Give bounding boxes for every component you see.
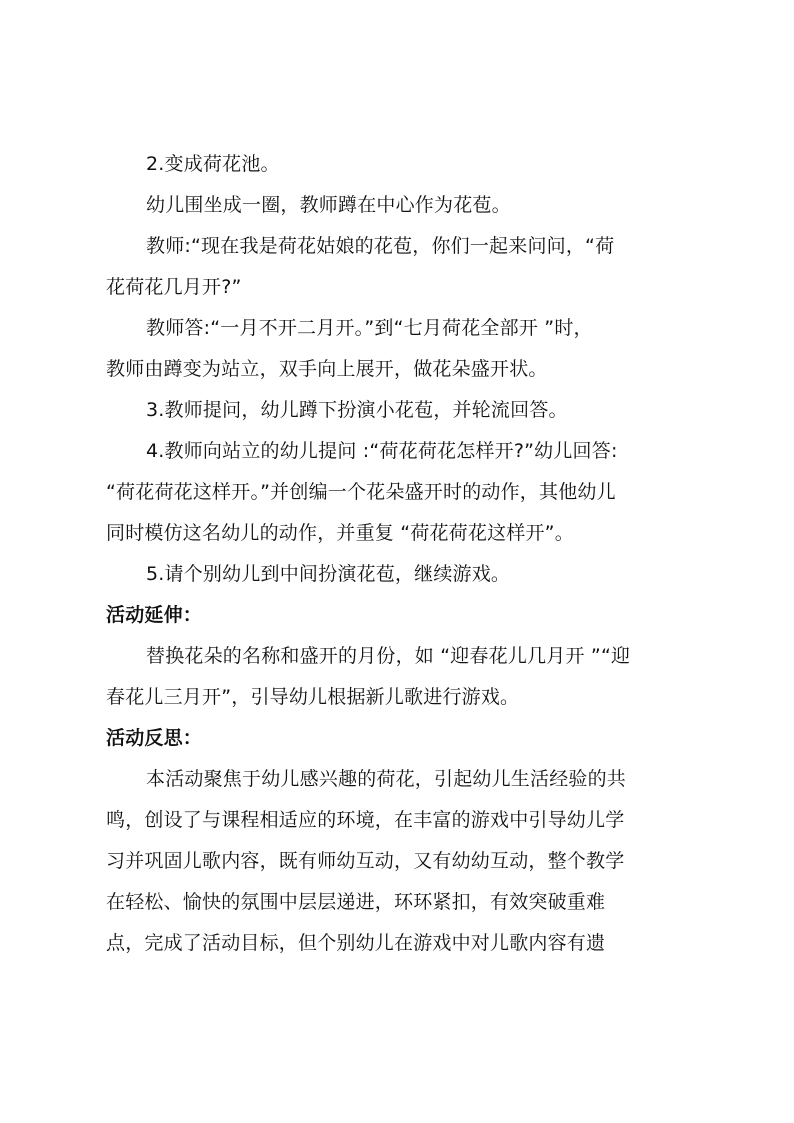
- paragraph-line: 春花儿三月开”，引导幼儿根据新儿歌进行游戏。: [106, 686, 520, 708]
- paragraph-line: 本活动聚焦于幼儿感兴趣的荷花，引起幼儿生活经验的共: [146, 768, 627, 790]
- paragraph-line: 教师答:“一月不开二月开。”到“七月荷花全部开 ”时，: [146, 317, 593, 339]
- paragraph-line: 替换花朵的名称和盛开的月份，如 “迎春花儿几月开 ”“迎: [146, 645, 631, 667]
- paragraph-line: 习并巩固儿歌内容，既有师幼互动，又有幼幼互动，整个教学: [106, 850, 625, 872]
- paragraph-line: 幼儿围坐成一圈，教师蹲在中心作为花苞。: [146, 194, 511, 216]
- paragraph-line: 点，完成了活动目标，但个别幼儿在游戏中对儿歌内容有遗: [106, 932, 606, 954]
- paragraph-line: 在轻松、愉快的氛围中层层递进，环环紧扣，有效突破重难: [106, 891, 606, 913]
- paragraph-line: 花荷花几月开?”: [106, 276, 242, 298]
- paragraph-line: 同时模仿这名幼儿的动作，并重复 “荷花荷花这样开”。: [106, 522, 574, 544]
- step-3-line: 3.教师提问，幼儿蹲下扮演小花苞，并轮流回答。: [146, 399, 568, 421]
- paragraph-line: “荷花荷花这样开。”并创编一个花朵盛开时的动作，其他幼儿: [106, 481, 616, 503]
- section-heading-extension: 活动延伸：: [106, 604, 203, 626]
- section-heading-reflection: 活动反思：: [106, 727, 203, 749]
- paragraph-line: 教师由蹲变为站立，双手向上展开，做花朵盛开状。: [106, 358, 548, 380]
- paragraph-line: 鸣，创设了与课程相适应的环境，在丰富的游戏中引导幼儿学: [106, 809, 625, 831]
- paragraph-line: 教师:“现在我是荷花姑娘的花苞，你们一起来问问，“荷: [146, 235, 615, 257]
- step-5-line: 5.请个别幼儿到中间扮演花苞，继续游戏。: [146, 563, 511, 585]
- step-4-line: 4.教师向站立的幼儿提问 :“荷花荷花怎样开?”幼儿回答:: [146, 440, 618, 462]
- step-2-line: 2.变成荷花池。: [146, 153, 280, 175]
